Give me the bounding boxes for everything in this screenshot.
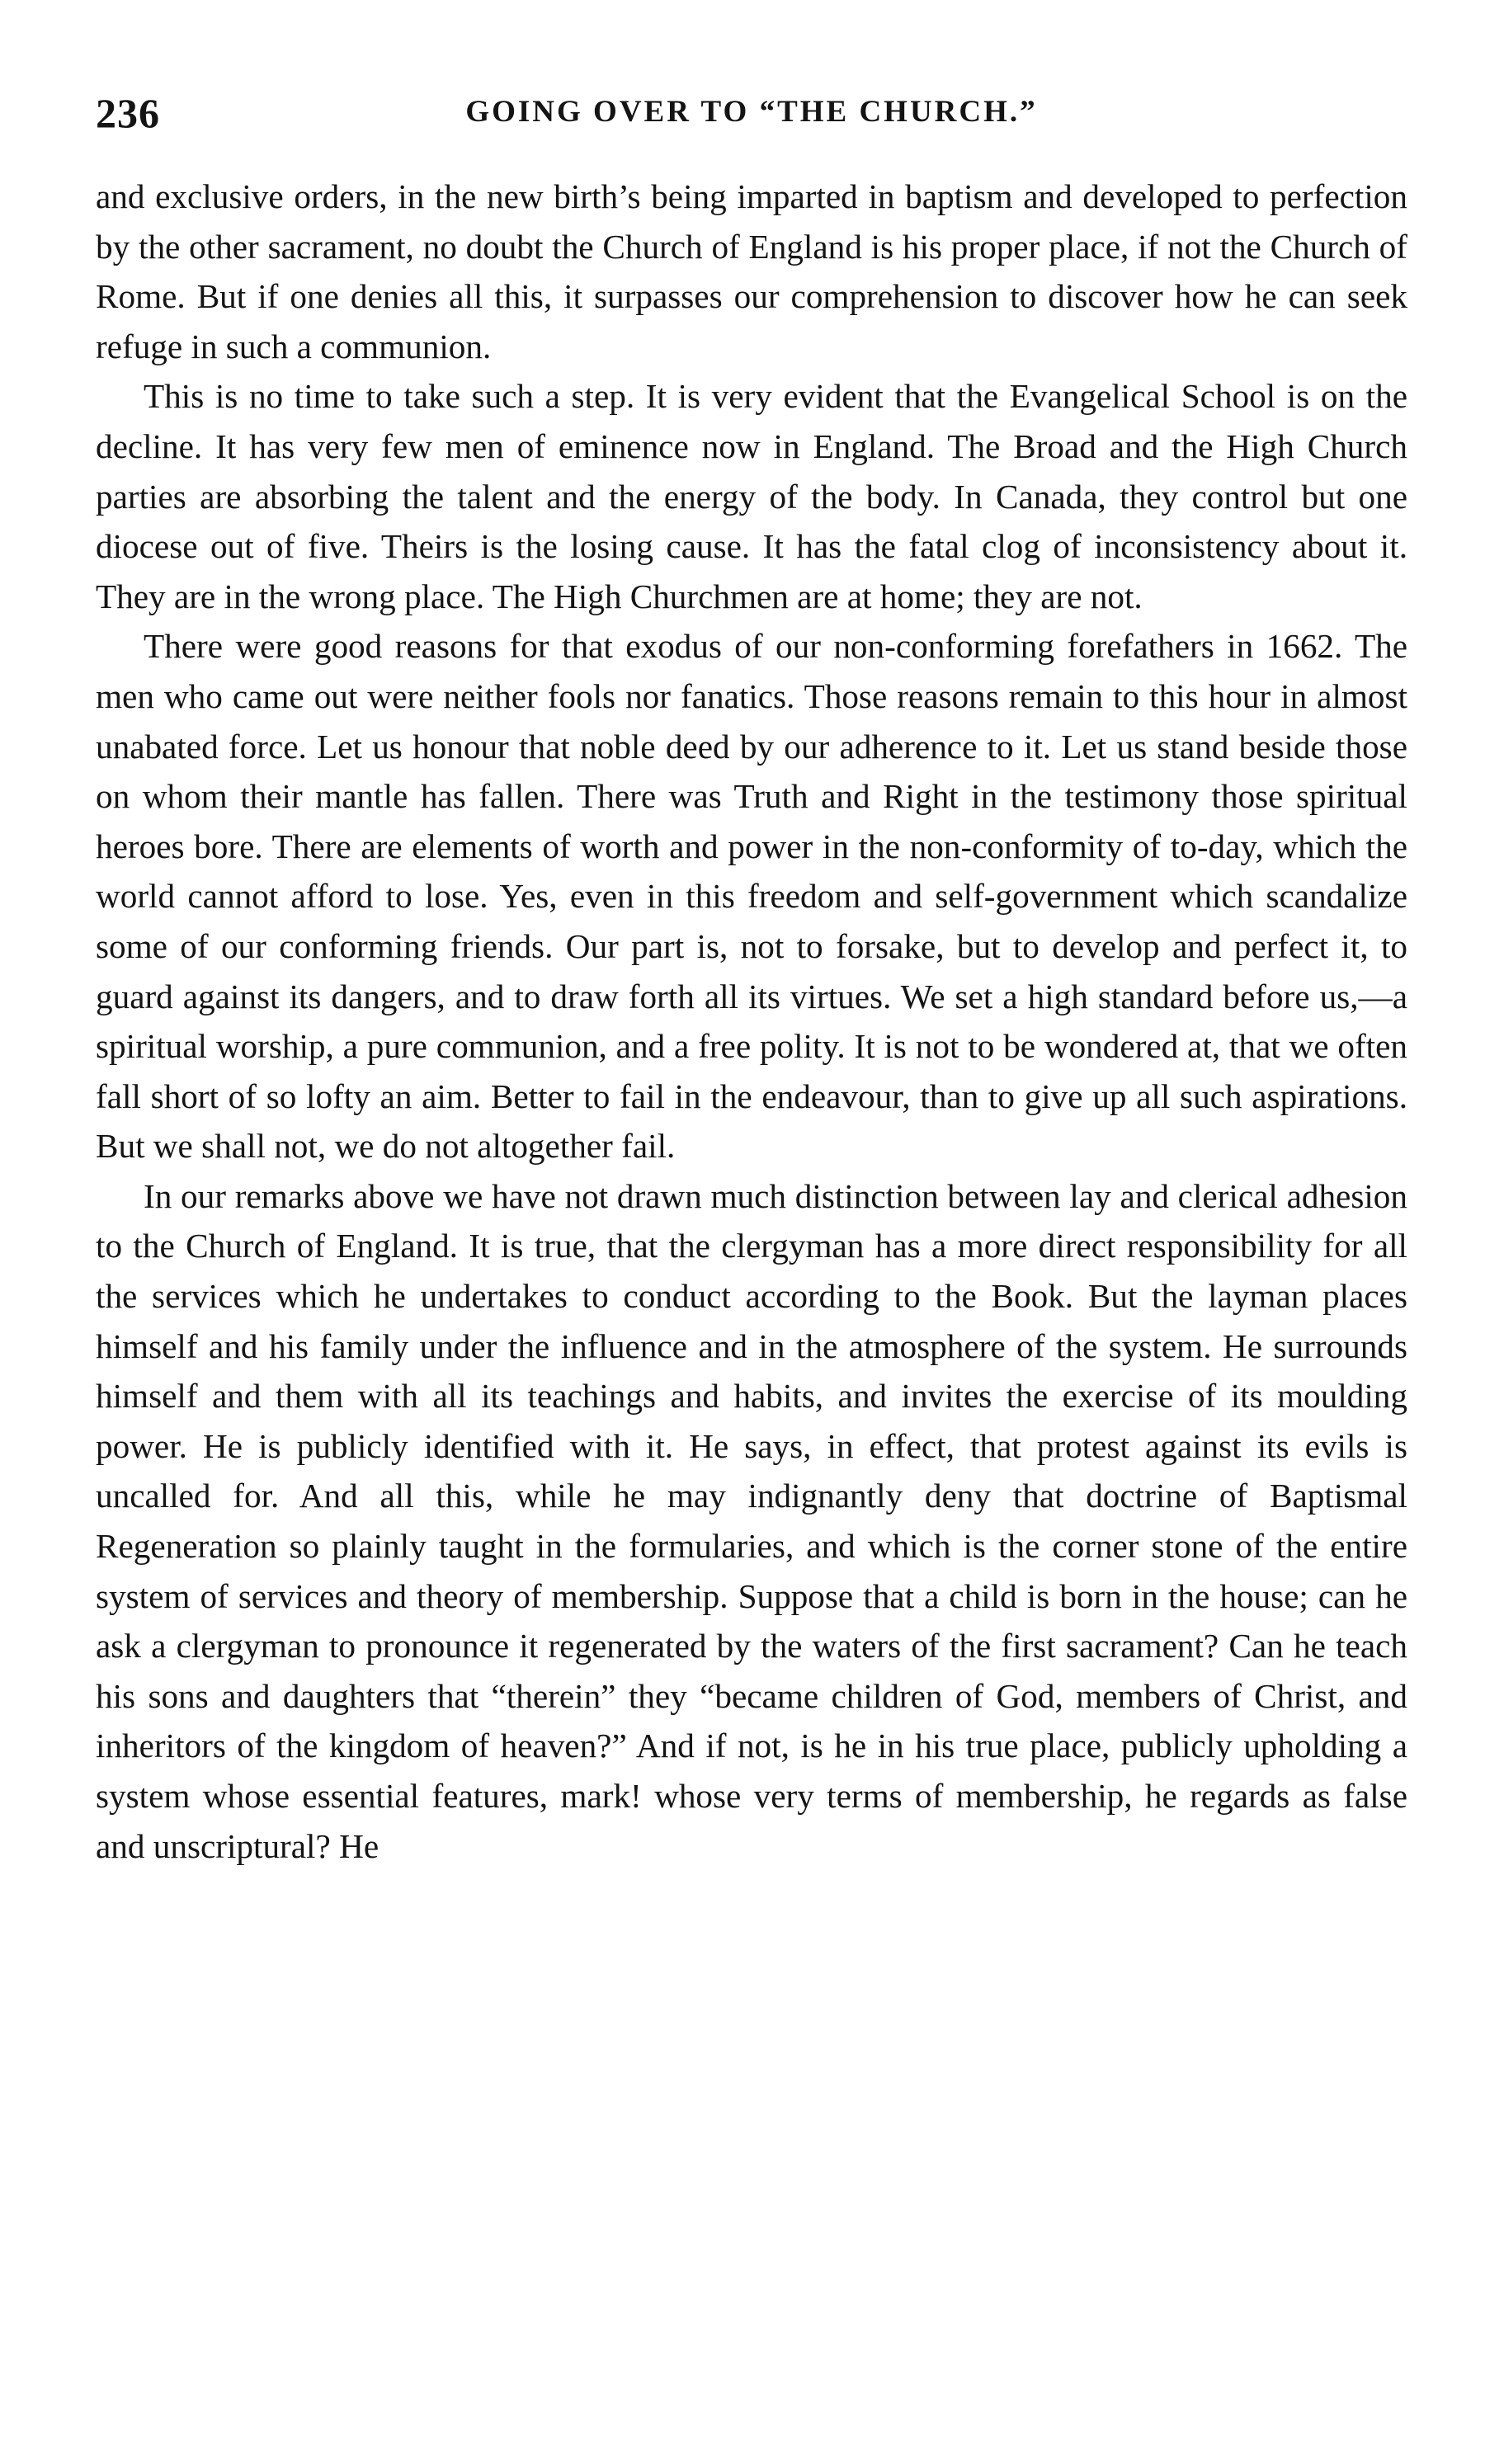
running-head [96, 82, 1407, 140]
body-text [96, 172, 1407, 1871]
page-number: 236 [96, 90, 160, 136]
paragraph-nonconformity-1662: There were good reasons for that exodus of our non-conforming forefathers in 1662. The men who came out were neither fools nor fanatics. Those reasons remain to this hour in almost unabated force. Let us honour that noble deed by our adherence to it. Let us stand beside those on whom their mantle has fallen. There was Truth and Right in the testimony those spiritual heroes bore. There are elements of worth and power in the non-conformity of to-day, which the world cannot afford to lose. Yes, even in this freedom and self-government which scandalize some of our conforming friends. Our part is, not to forsake, but to develop and perfect it, to guard against its dangers, and to draw forth all its virtues. We set a high standard before us,—a spiritual worship, a pure communion, and a free polity. It is not to be wondered at, that we often fall short of so lofty an aim. Better to fail in the endeavour, than to give up all such aspirations. But we shall not, we do not altogether fail. [96, 627, 1407, 1166]
paragraph-evangelical-decline: This is no time to take such a step. It is very evident that the Evangelical School is on the decline. It has very few men of eminence now in England. The Broad and the High Church parties are absorbing the talent and the energy of the body. In Canada, they control but one diocese out of five. Theirs is the losing cause. It has the fatal clog of inconsistency about it. They are in the wrong place. The High Churchmen are at home; they are not. [96, 377, 1407, 615]
book-page [96, 0, 1407, 2464]
paragraph-continued: and exclusive orders, in the new birth’s being imparted in baptism and developed to perfection by the other sacrament, no doubt the Church of England is his proper place, if not the Church of Rome. But if one denies all this, it surpasses our comprehension to discover how he can seek refuge in such a communion. [96, 177, 1407, 365]
paragraph-lay-clerical-adhesion: In our remarks above we have not drawn much distinction between lay and clerical adhesion to the Church of England. It is true, that the clergyman has a more direct responsibility for all the services which he undertakes to conduct according to the Book. But the layman places himself and his family under the influence and in the atmosphere of the system. He surrounds himself and them with all its teachings and habits, and invites the exercise of its moulding power. He is publicly identified with it. He says, in effect, that protest against its evils is uncalled for. And all this, while he may indignantly deny that doctrine of Baptismal Regeneration so plainly taught in the formularies, and which is the corner stone of the entire system of services and theory of membership. Suppose that a child is born in the house; can he ask a clergyman to pronounce it regenerated by the waters of the first sacrament? Can he teach his sons and daughters that “therein” they “became children of God, members of Christ, and inheritors of the kingdom of heaven?” And if not, is he in his true place, publicly upholding a system whose essential features, mark! whose very terms of membership, he regards as false and unscriptural? He [96, 1176, 1407, 1865]
running-title: GOING OVER TO “THE CHURCH.” [465, 95, 1038, 129]
